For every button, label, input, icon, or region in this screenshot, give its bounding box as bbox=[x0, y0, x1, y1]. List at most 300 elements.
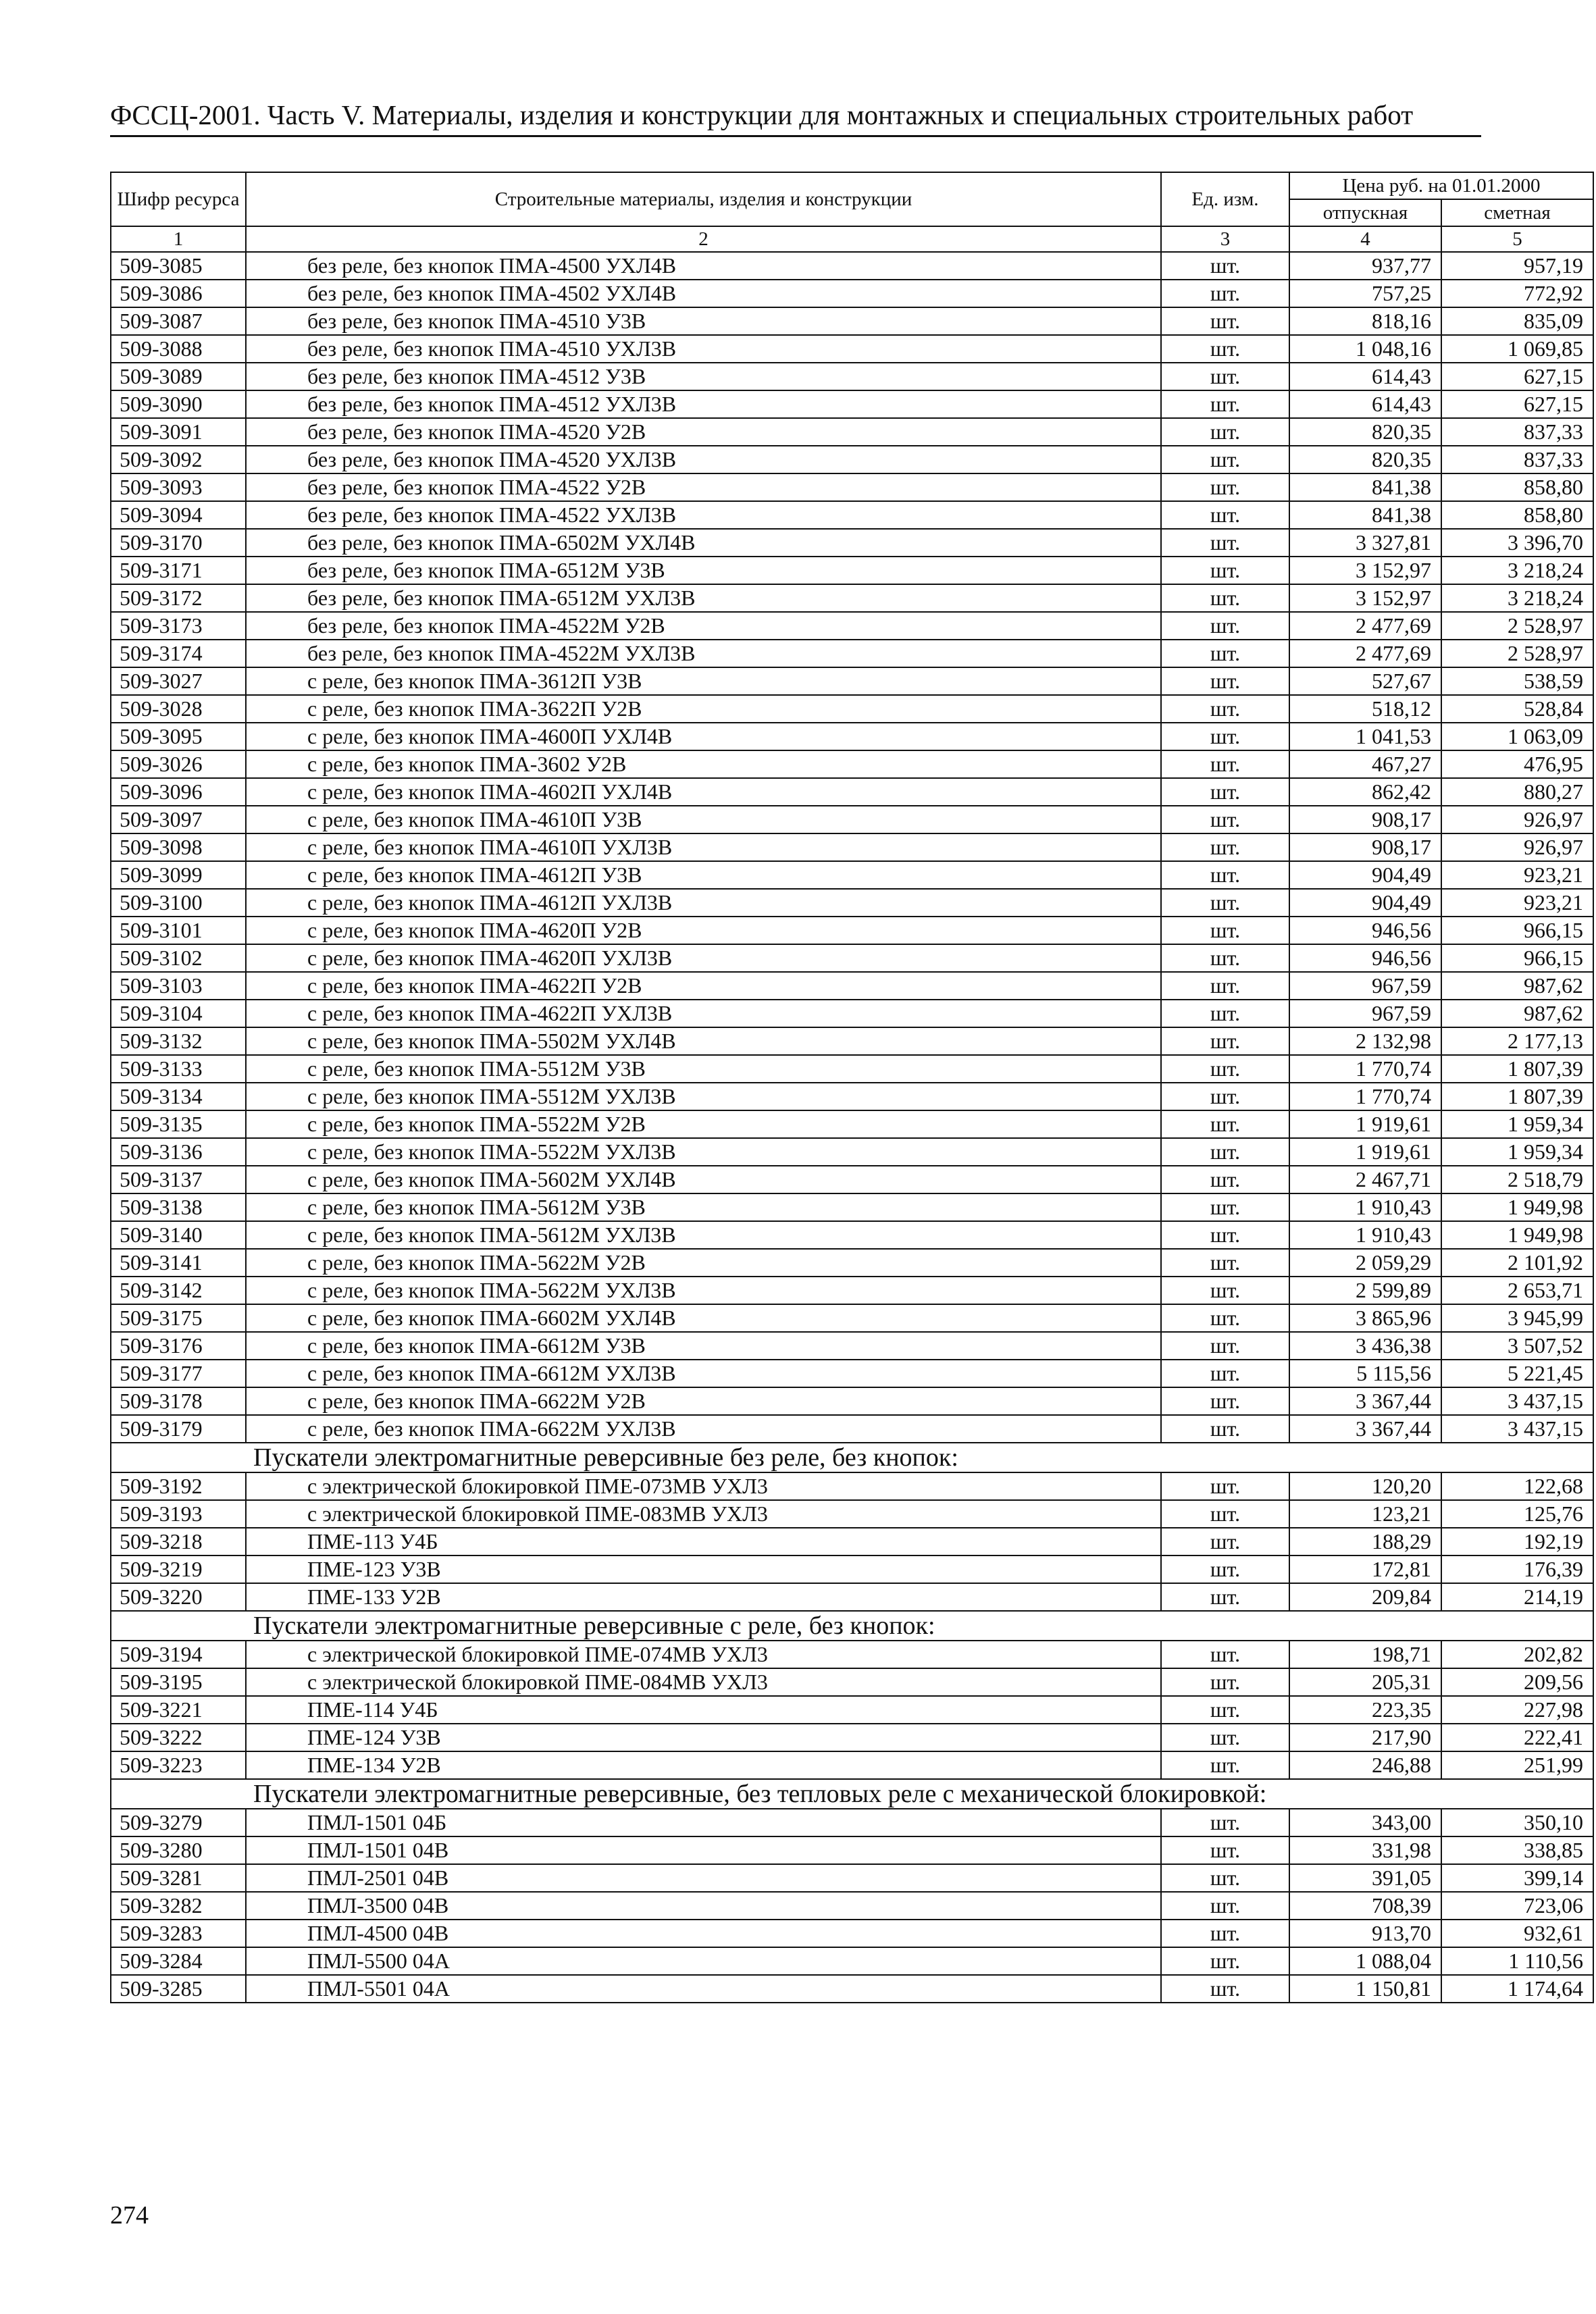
estimate-price: 627,15 bbox=[1441, 363, 1593, 390]
item-name: с реле, без кнопок ПМА-6602М УХЛ4В bbox=[246, 1304, 1161, 1332]
unit-cell: шт. bbox=[1161, 1027, 1289, 1055]
resource-code: 509-3103 bbox=[111, 972, 246, 1000]
resource-code: 509-3176 bbox=[111, 1332, 246, 1360]
table-row bbox=[111, 806, 1593, 833]
release-price: 2 599,89 bbox=[1289, 1277, 1441, 1304]
table-row bbox=[111, 833, 1593, 861]
unit-cell: шт. bbox=[1161, 307, 1289, 335]
item-name: с реле, без кнопок ПМА-4620П У2В bbox=[246, 917, 1161, 944]
table-row bbox=[111, 1304, 1593, 1332]
resource-code: 509-3095 bbox=[111, 723, 246, 750]
resource-code: 509-3218 bbox=[111, 1528, 246, 1555]
unit-cell: шт. bbox=[1161, 1277, 1289, 1304]
unit-cell: шт. bbox=[1161, 723, 1289, 750]
table-row bbox=[111, 1472, 1593, 1500]
resource-code: 509-3175 bbox=[111, 1304, 246, 1332]
resource-code: 509-3284 bbox=[111, 1947, 246, 1975]
table-row bbox=[111, 363, 1593, 390]
item-name: с реле, без кнопок ПМА-4600П УХЛ4В bbox=[246, 723, 1161, 750]
release-price: 862,42 bbox=[1289, 778, 1441, 806]
item-name: без реле, без кнопок ПМА-4522 УХЛ3В bbox=[246, 501, 1161, 529]
release-price: 1 770,74 bbox=[1289, 1083, 1441, 1110]
estimate-price: 3 507,52 bbox=[1441, 1332, 1593, 1360]
item-name: с реле, без кнопок ПМА-6622М УХЛ3В bbox=[246, 1415, 1161, 1443]
unit-cell: шт. bbox=[1161, 833, 1289, 861]
item-name: с реле, без кнопок ПМА-4610П У3В bbox=[246, 806, 1161, 833]
table-row bbox=[111, 1138, 1593, 1166]
item-name: с реле, без кнопок ПМА-5522М УХЛ3В bbox=[246, 1138, 1161, 1166]
resource-code: 509-3104 bbox=[111, 1000, 246, 1027]
estimate-price: 837,33 bbox=[1441, 446, 1593, 473]
unit-cell: шт. bbox=[1161, 390, 1289, 418]
item-name: с реле, без кнопок ПМА-5622М УХЛ3В bbox=[246, 1277, 1161, 1304]
table-row bbox=[111, 390, 1593, 418]
resource-code: 509-3279 bbox=[111, 1809, 246, 1836]
release-price: 1 041,53 bbox=[1289, 723, 1441, 750]
resource-code: 509-3178 bbox=[111, 1387, 246, 1415]
release-price: 820,35 bbox=[1289, 418, 1441, 446]
release-price: 708,39 bbox=[1289, 1892, 1441, 1920]
price-table bbox=[110, 172, 1594, 2003]
release-price: 391,05 bbox=[1289, 1864, 1441, 1892]
estimate-price: 772,92 bbox=[1441, 280, 1593, 307]
resource-code: 509-3222 bbox=[111, 1724, 246, 1751]
unit-cell: шт. bbox=[1161, 1472, 1289, 1500]
release-price: 820,35 bbox=[1289, 446, 1441, 473]
resource-code: 509-3195 bbox=[111, 1668, 246, 1696]
estimate-price: 1 959,34 bbox=[1441, 1110, 1593, 1138]
release-price: 3 367,44 bbox=[1289, 1387, 1441, 1415]
release-price: 172,81 bbox=[1289, 1555, 1441, 1583]
unit-cell: шт. bbox=[1161, 1166, 1289, 1193]
item-name: без реле, без кнопок ПМА-4522М УХЛ3В bbox=[246, 640, 1161, 667]
estimate-price: 1 807,39 bbox=[1441, 1083, 1593, 1110]
estimate-price: 1 110,56 bbox=[1441, 1947, 1593, 1975]
item-name: с реле, без кнопок ПМА-5612М УХЛ3В bbox=[246, 1221, 1161, 1249]
column-number: 4 bbox=[1289, 226, 1441, 252]
release-price: 904,49 bbox=[1289, 861, 1441, 889]
table-row bbox=[111, 640, 1593, 667]
table-row bbox=[111, 1249, 1593, 1277]
item-name: с реле, без кнопок ПМА-5502М УХЛ4В bbox=[246, 1027, 1161, 1055]
page-number: 274 bbox=[110, 2201, 149, 2230]
item-name: без реле, без кнопок ПМА-4510 УХЛ3В bbox=[246, 335, 1161, 363]
resource-code: 509-3135 bbox=[111, 1110, 246, 1138]
unit-cell: шт. bbox=[1161, 1415, 1289, 1443]
table-row bbox=[111, 1751, 1593, 1779]
resource-code: 509-3028 bbox=[111, 695, 246, 723]
item-name: без реле, без кнопок ПМА-4520 У2В bbox=[246, 418, 1161, 446]
release-price: 818,16 bbox=[1289, 307, 1441, 335]
table-row bbox=[111, 1528, 1593, 1555]
item-name: ПМЕ-123 У3В bbox=[246, 1555, 1161, 1583]
table-row bbox=[111, 1500, 1593, 1528]
estimate-price: 926,97 bbox=[1441, 833, 1593, 861]
unit-cell: шт. bbox=[1161, 1249, 1289, 1277]
table-row bbox=[111, 418, 1593, 446]
item-name: с реле, без кнопок ПМА-4610П УХЛ3В bbox=[246, 833, 1161, 861]
resource-code: 509-3085 bbox=[111, 252, 246, 280]
release-price: 467,27 bbox=[1289, 750, 1441, 778]
table-row bbox=[111, 280, 1593, 307]
unit-cell: шт. bbox=[1161, 1864, 1289, 1892]
release-price: 198,71 bbox=[1289, 1641, 1441, 1668]
table-row bbox=[111, 1920, 1593, 1947]
resource-code: 509-3132 bbox=[111, 1027, 246, 1055]
estimate-price: 5 221,45 bbox=[1441, 1360, 1593, 1387]
table-row bbox=[111, 446, 1593, 473]
table-row bbox=[111, 1696, 1593, 1724]
resource-code: 509-3283 bbox=[111, 1920, 246, 1947]
release-price: 123,21 bbox=[1289, 1500, 1441, 1528]
release-price: 1 919,61 bbox=[1289, 1110, 1441, 1138]
release-price: 120,20 bbox=[1289, 1472, 1441, 1500]
estimate-price: 2 177,13 bbox=[1441, 1027, 1593, 1055]
section-header-row bbox=[111, 1779, 1593, 1809]
release-price: 188,29 bbox=[1289, 1528, 1441, 1555]
table-row bbox=[111, 778, 1593, 806]
resource-code: 509-3090 bbox=[111, 390, 246, 418]
resource-code: 509-3086 bbox=[111, 280, 246, 307]
estimate-price: 1 807,39 bbox=[1441, 1055, 1593, 1083]
item-name: ПМЕ-134 У2В bbox=[246, 1751, 1161, 1779]
resource-code: 509-3192 bbox=[111, 1472, 246, 1500]
estimate-price: 3 437,15 bbox=[1441, 1387, 1593, 1415]
unit-cell: шт. bbox=[1161, 667, 1289, 695]
estimate-price: 214,19 bbox=[1441, 1583, 1593, 1611]
unit-cell: шт. bbox=[1161, 1000, 1289, 1027]
estimate-price: 251,99 bbox=[1441, 1751, 1593, 1779]
item-name: без реле, без кнопок ПМА-6502М УХЛ4В bbox=[246, 529, 1161, 557]
table-row bbox=[111, 1555, 1593, 1583]
table-row bbox=[111, 917, 1593, 944]
unit-cell: шт. bbox=[1161, 280, 1289, 307]
unit-cell: шт. bbox=[1161, 529, 1289, 557]
resource-code: 509-3089 bbox=[111, 363, 246, 390]
release-price: 3 152,97 bbox=[1289, 584, 1441, 612]
unit-cell: шт. bbox=[1161, 1055, 1289, 1083]
release-price: 757,25 bbox=[1289, 280, 1441, 307]
unit-cell: шт. bbox=[1161, 889, 1289, 917]
unit-cell: шт. bbox=[1161, 1555, 1289, 1583]
estimate-price: 1 959,34 bbox=[1441, 1138, 1593, 1166]
section-title: Пускатели электромагнитные реверсивные, без тепловых реле с механической блокировкой: bbox=[111, 1779, 1593, 1809]
item-name: с электрической блокировкой ПМЕ-084МВ УХЛ3 bbox=[246, 1668, 1161, 1696]
item-name: с электрической блокировкой ПМЕ-073МВ УХЛ3 bbox=[246, 1472, 1161, 1500]
release-price: 614,43 bbox=[1289, 390, 1441, 418]
estimate-price: 858,80 bbox=[1441, 473, 1593, 501]
unit-cell: шт. bbox=[1161, 1083, 1289, 1110]
release-price: 3 152,97 bbox=[1289, 557, 1441, 584]
table-row bbox=[111, 473, 1593, 501]
release-price: 967,59 bbox=[1289, 1000, 1441, 1027]
item-name: ПМЛ-1501 04Б bbox=[246, 1809, 1161, 1836]
table-row bbox=[111, 1193, 1593, 1221]
table-row bbox=[111, 723, 1593, 750]
release-price: 1 048,16 bbox=[1289, 335, 1441, 363]
section-title: Пускатели электромагнитные реверсивные без реле, без кнопок: bbox=[111, 1443, 1593, 1472]
section-header-row bbox=[111, 1611, 1593, 1641]
estimate-price: 957,19 bbox=[1441, 252, 1593, 280]
unit-cell: шт. bbox=[1161, 861, 1289, 889]
release-price: 527,67 bbox=[1289, 667, 1441, 695]
resource-code: 509-3136 bbox=[111, 1138, 246, 1166]
item-name: без реле, без кнопок ПМА-4512 УХЛ3В bbox=[246, 390, 1161, 418]
table-row bbox=[111, 1415, 1593, 1443]
estimate-price: 1 174,64 bbox=[1441, 1975, 1593, 2003]
column-number: 3 bbox=[1161, 226, 1289, 252]
estimate-price: 987,62 bbox=[1441, 1000, 1593, 1027]
estimate-price: 222,41 bbox=[1441, 1724, 1593, 1751]
estimate-price: 858,80 bbox=[1441, 501, 1593, 529]
resource-code: 509-3223 bbox=[111, 1751, 246, 1779]
resource-code: 509-3177 bbox=[111, 1360, 246, 1387]
item-name: с реле, без кнопок ПМА-4622П УХЛ3В bbox=[246, 1000, 1161, 1027]
item-name: с электрической блокировкой ПМЕ-083МВ УХЛ3 bbox=[246, 1500, 1161, 1528]
resource-code: 509-3097 bbox=[111, 806, 246, 833]
unit-cell: шт. bbox=[1161, 1304, 1289, 1332]
release-price: 1 770,74 bbox=[1289, 1055, 1441, 1083]
table-row bbox=[111, 1864, 1593, 1892]
unit-cell: шт. bbox=[1161, 335, 1289, 363]
table-row bbox=[111, 1332, 1593, 1360]
resource-code: 509-3281 bbox=[111, 1864, 246, 1892]
release-price: 841,38 bbox=[1289, 501, 1441, 529]
estimate-price: 176,39 bbox=[1441, 1555, 1593, 1583]
resource-code: 509-3138 bbox=[111, 1193, 246, 1221]
unit-cell: шт. bbox=[1161, 1892, 1289, 1920]
unit-cell: шт. bbox=[1161, 1332, 1289, 1360]
estimate-price: 202,82 bbox=[1441, 1641, 1593, 1668]
resource-code: 509-3142 bbox=[111, 1277, 246, 1304]
release-price: 331,98 bbox=[1289, 1836, 1441, 1864]
estimate-price: 923,21 bbox=[1441, 889, 1593, 917]
item-name: ПМЕ-113 У4Б bbox=[246, 1528, 1161, 1555]
unit-cell: шт. bbox=[1161, 778, 1289, 806]
release-price: 2 132,98 bbox=[1289, 1027, 1441, 1055]
unit-cell: шт. bbox=[1161, 1110, 1289, 1138]
unit-cell: шт. bbox=[1161, 1221, 1289, 1249]
estimate-price: 1 949,98 bbox=[1441, 1193, 1593, 1221]
release-price: 3 367,44 bbox=[1289, 1415, 1441, 1443]
unit-cell: шт. bbox=[1161, 1360, 1289, 1387]
item-name: ПМЛ-2501 04В bbox=[246, 1864, 1161, 1892]
estimate-price: 122,68 bbox=[1441, 1472, 1593, 1500]
unit-cell: шт. bbox=[1161, 557, 1289, 584]
header-name: Строительные материалы, изделия и конструкции bbox=[246, 172, 1161, 226]
item-name: с реле, без кнопок ПМА-6612М УХЛ3В bbox=[246, 1360, 1161, 1387]
item-name: ПМЕ-124 У3В bbox=[246, 1724, 1161, 1751]
resource-code: 509-3170 bbox=[111, 529, 246, 557]
release-price: 3 436,38 bbox=[1289, 1332, 1441, 1360]
resource-code: 509-3094 bbox=[111, 501, 246, 529]
resource-code: 509-3091 bbox=[111, 418, 246, 446]
table-row bbox=[111, 1724, 1593, 1751]
unit-cell: шт. bbox=[1161, 446, 1289, 473]
release-price: 913,70 bbox=[1289, 1920, 1441, 1947]
unit-cell: шт. bbox=[1161, 1696, 1289, 1724]
estimate-price: 125,76 bbox=[1441, 1500, 1593, 1528]
unit-cell: шт. bbox=[1161, 363, 1289, 390]
table-row bbox=[111, 1221, 1593, 1249]
header-unit: Ед. изм. bbox=[1161, 172, 1289, 226]
section-title: Пускатели электромагнитные реверсивные с реле, без кнопок: bbox=[111, 1611, 1593, 1641]
release-price: 246,88 bbox=[1289, 1751, 1441, 1779]
release-price: 908,17 bbox=[1289, 833, 1441, 861]
table-row bbox=[111, 1055, 1593, 1083]
table-row bbox=[111, 944, 1593, 972]
resource-code: 509-3140 bbox=[111, 1221, 246, 1249]
estimate-price: 209,56 bbox=[1441, 1668, 1593, 1696]
table-row bbox=[111, 695, 1593, 723]
unit-cell: шт. bbox=[1161, 1387, 1289, 1415]
resource-code: 509-3102 bbox=[111, 944, 246, 972]
estimate-price: 926,97 bbox=[1441, 806, 1593, 833]
unit-cell: шт. bbox=[1161, 501, 1289, 529]
unit-cell: шт. bbox=[1161, 806, 1289, 833]
unit-cell: шт. bbox=[1161, 418, 1289, 446]
table-row bbox=[111, 1892, 1593, 1920]
item-name: ПМЕ-114 У4Б bbox=[246, 1696, 1161, 1724]
resource-code: 509-3173 bbox=[111, 612, 246, 640]
estimate-price: 723,06 bbox=[1441, 1892, 1593, 1920]
table-row bbox=[111, 501, 1593, 529]
estimate-price: 192,19 bbox=[1441, 1528, 1593, 1555]
item-name: с реле, без кнопок ПМА-4620П УХЛ3В bbox=[246, 944, 1161, 972]
item-name: с реле, без кнопок ПМА-5512М У3В bbox=[246, 1055, 1161, 1083]
column-number: 1 bbox=[111, 226, 246, 252]
item-name: без реле, без кнопок ПМА-4500 УХЛ4В bbox=[246, 252, 1161, 280]
item-name: с реле, без кнопок ПМА-6622М У2В bbox=[246, 1387, 1161, 1415]
release-price: 2 477,69 bbox=[1289, 612, 1441, 640]
table-row bbox=[111, 612, 1593, 640]
item-name: с реле, без кнопок ПМА-5512М УХЛ3В bbox=[246, 1083, 1161, 1110]
item-name: без реле, без кнопок ПМА-4512 У3В bbox=[246, 363, 1161, 390]
item-name: с реле, без кнопок ПМА-4622П У2В bbox=[246, 972, 1161, 1000]
section-header-row bbox=[111, 1443, 1593, 1472]
unit-cell: шт. bbox=[1161, 1975, 1289, 2003]
unit-cell: шт. bbox=[1161, 1193, 1289, 1221]
column-number-row bbox=[111, 226, 1593, 252]
resource-code: 509-3220 bbox=[111, 1583, 246, 1611]
table-row bbox=[111, 667, 1593, 695]
release-price: 967,59 bbox=[1289, 972, 1441, 1000]
unit-cell: шт. bbox=[1161, 972, 1289, 1000]
table-row bbox=[111, 1641, 1593, 1668]
item-name: ПМЛ-1501 04В bbox=[246, 1836, 1161, 1864]
release-price: 946,56 bbox=[1289, 944, 1441, 972]
estimate-price: 1 949,98 bbox=[1441, 1221, 1593, 1249]
header-price: Цена руб. на 01.01.2000 bbox=[1289, 172, 1593, 199]
item-name: ПМЛ-3500 04В bbox=[246, 1892, 1161, 1920]
item-name: с реле, без кнопок ПМА-3612П У3В bbox=[246, 667, 1161, 695]
price-table-container bbox=[110, 172, 1583, 2003]
estimate-price: 3 945,99 bbox=[1441, 1304, 1593, 1332]
estimate-price: 987,62 bbox=[1441, 972, 1593, 1000]
item-name: без реле, без кнопок ПМА-4510 У3В bbox=[246, 307, 1161, 335]
item-name: без реле, без кнопок ПМА-4520 УХЛ3В bbox=[246, 446, 1161, 473]
unit-cell: шт. bbox=[1161, 1641, 1289, 1668]
release-price: 1 088,04 bbox=[1289, 1947, 1441, 1975]
resource-code: 509-3282 bbox=[111, 1892, 246, 1920]
release-price: 1 150,81 bbox=[1289, 1975, 1441, 2003]
estimate-price: 966,15 bbox=[1441, 944, 1593, 972]
estimate-price: 3 437,15 bbox=[1441, 1415, 1593, 1443]
release-price: 2 477,69 bbox=[1289, 640, 1441, 667]
item-name: с реле, без кнопок ПМА-5522М У2В bbox=[246, 1110, 1161, 1138]
resource-code: 509-3137 bbox=[111, 1166, 246, 1193]
table-row bbox=[111, 1277, 1593, 1304]
estimate-price: 2 653,71 bbox=[1441, 1277, 1593, 1304]
unit-cell: шт. bbox=[1161, 1724, 1289, 1751]
unit-cell: шт. bbox=[1161, 1751, 1289, 1779]
unit-cell: шт. bbox=[1161, 1809, 1289, 1836]
unit-cell: шт. bbox=[1161, 1947, 1289, 1975]
resource-code: 509-3194 bbox=[111, 1641, 246, 1668]
estimate-price: 350,10 bbox=[1441, 1809, 1593, 1836]
release-price: 908,17 bbox=[1289, 806, 1441, 833]
estimate-price: 2 528,97 bbox=[1441, 612, 1593, 640]
unit-cell: шт. bbox=[1161, 252, 1289, 280]
table-row bbox=[111, 252, 1593, 280]
estimate-price: 3 218,24 bbox=[1441, 557, 1593, 584]
estimate-price: 528,84 bbox=[1441, 695, 1593, 723]
resource-code: 509-3280 bbox=[111, 1836, 246, 1864]
item-name: с реле, без кнопок ПМА-6612М У3В bbox=[246, 1332, 1161, 1360]
release-price: 946,56 bbox=[1289, 917, 1441, 944]
estimate-price: 1 069,85 bbox=[1441, 335, 1593, 363]
release-price: 343,00 bbox=[1289, 1809, 1441, 1836]
header-row-1 bbox=[111, 172, 1593, 199]
unit-cell: шт. bbox=[1161, 584, 1289, 612]
release-price: 3 865,96 bbox=[1289, 1304, 1441, 1332]
release-price: 1 910,43 bbox=[1289, 1193, 1441, 1221]
resource-code: 509-3096 bbox=[111, 778, 246, 806]
table-row bbox=[111, 1947, 1593, 1975]
release-price: 1 919,61 bbox=[1289, 1138, 1441, 1166]
item-name: с реле, без кнопок ПМА-5612М У3В bbox=[246, 1193, 1161, 1221]
resource-code: 509-3088 bbox=[111, 335, 246, 363]
table-row bbox=[111, 861, 1593, 889]
unit-cell: шт. bbox=[1161, 1528, 1289, 1555]
table-row bbox=[111, 750, 1593, 778]
header-code: Шифр ресурса bbox=[111, 172, 246, 226]
release-price: 5 115,56 bbox=[1289, 1360, 1441, 1387]
resource-code: 509-3100 bbox=[111, 889, 246, 917]
unit-cell: шт. bbox=[1161, 1668, 1289, 1696]
resource-code: 509-3171 bbox=[111, 557, 246, 584]
resource-code: 509-3193 bbox=[111, 1500, 246, 1528]
item-name: ПМЛ-5501 04А bbox=[246, 1975, 1161, 2003]
item-name: с реле, без кнопок ПМА-4612П УХЛ3В bbox=[246, 889, 1161, 917]
resource-code: 509-3179 bbox=[111, 1415, 246, 1443]
resource-code: 509-3101 bbox=[111, 917, 246, 944]
resource-code: 509-3134 bbox=[111, 1083, 246, 1110]
resource-code: 509-3219 bbox=[111, 1555, 246, 1583]
estimate-price: 3 218,24 bbox=[1441, 584, 1593, 612]
release-price: 2 059,29 bbox=[1289, 1249, 1441, 1277]
estimate-price: 880,27 bbox=[1441, 778, 1593, 806]
release-price: 205,31 bbox=[1289, 1668, 1441, 1696]
table-row bbox=[111, 1387, 1593, 1415]
resource-code: 509-3141 bbox=[111, 1249, 246, 1277]
release-price: 1 910,43 bbox=[1289, 1221, 1441, 1249]
estimate-price: 2 518,79 bbox=[1441, 1166, 1593, 1193]
resource-code: 509-3133 bbox=[111, 1055, 246, 1083]
resource-code: 509-3285 bbox=[111, 1975, 246, 2003]
release-price: 2 467,71 bbox=[1289, 1166, 1441, 1193]
estimate-price: 932,61 bbox=[1441, 1920, 1593, 1947]
